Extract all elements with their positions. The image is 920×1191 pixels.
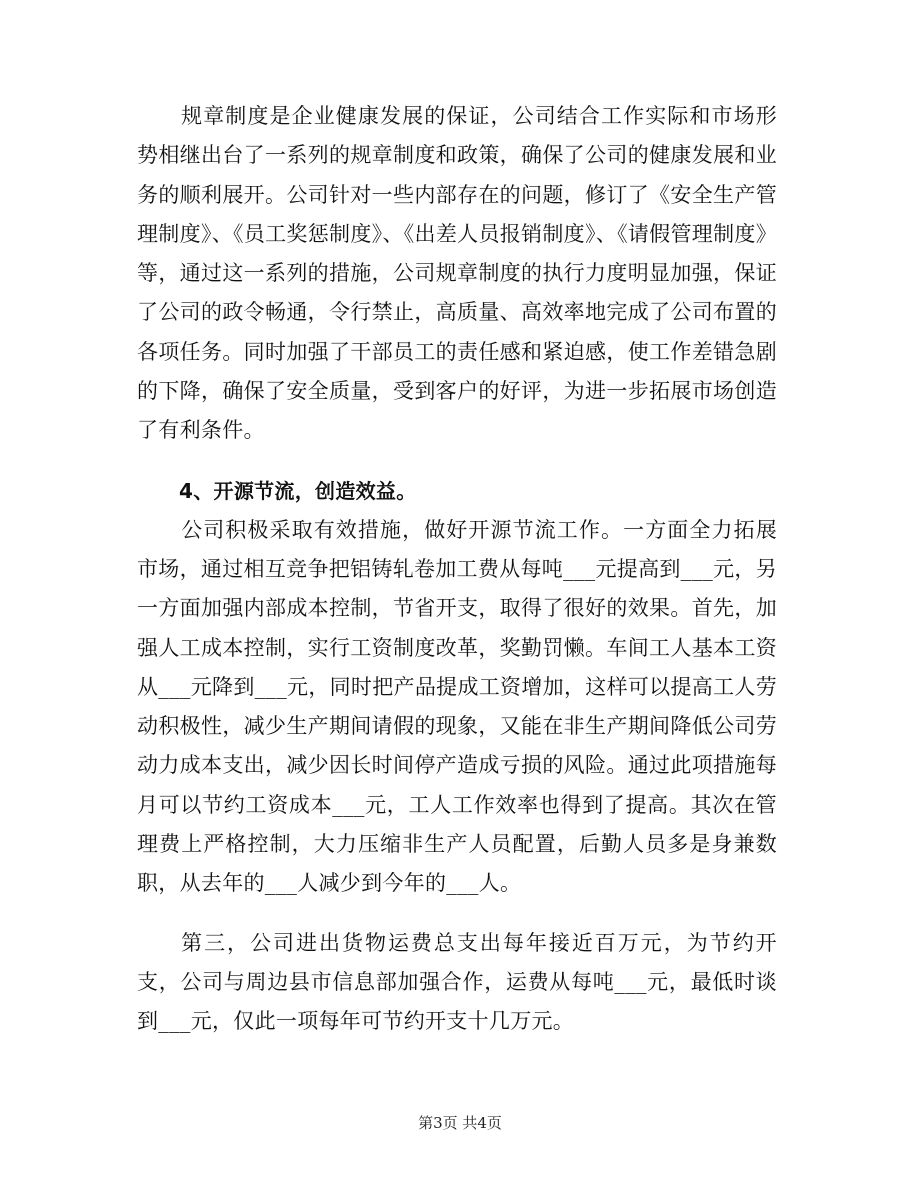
page-number-footer: 第3页 共4页 — [418, 1114, 502, 1132]
paragraph-regulations: 规章制度是企业健康发展的保证，公司结合工作实际和市场形势相继出台了一系列的规章制度和政策，确保了公司的健康发展和业务的顺利展开。公司针对一些内部存在的问题，修订了《安全生产管理制度》、《员工奖惩制度》、《出差人员报销制度》、《请假管理制度》等，通过这一系列的措施，公司规章制度的执行力度明显加强，保证了公司的政令畅通，令行禁止，高质量、高效率地完成了公司布置的各项任务。同时加强了干部员工的责任感和紧迫感，使工作差错急剧的下降，确保了安全质量，受到客户的好评，为进一步拓展市场创造了有利条件。 — [137, 104, 777, 443]
paragraph-cost-saving: 公司积极采取有效措施，做好开源节流工作。一方面全力拓展市场，通过相互竞争把铝铸轧卷加工费从每吨___元提高到___元，另一方面加强内部成本控制，节省开支，取得了很好的效果。首先，加强人工成本控制，实行工资制度改革，奖勤罚懒。车间工人基本工资从___元降到___元，同时把产品提成工资增加，这样可以提高工人劳动积极性，减少生产期间请假的现象，又能在非生产期间降低公司劳动力成本支出，减少因长时间停产造成亏损的风险。通过此项措施每月可以节约工资成本___元，工人工作效率也得到了提高。其次在管理费上严格控制，大力压缩非生产人员配置，后勤人员多是身兼数职，从去年的___人减少到今年的___人。 — [137, 517, 777, 896]
section-heading-4: 4、开源节流，创造效益。 — [179, 478, 417, 503]
paragraph-freight: 第三，公司进出货物运费总支出每年接近百万元，为节约开支，公司与周边县市信息部加强合作，运费从每吨___元，最低时谈到___元，仅此一项每年可节约开支十几万元。 — [137, 930, 777, 1034]
document-body — [137, 97, 777, 1062]
